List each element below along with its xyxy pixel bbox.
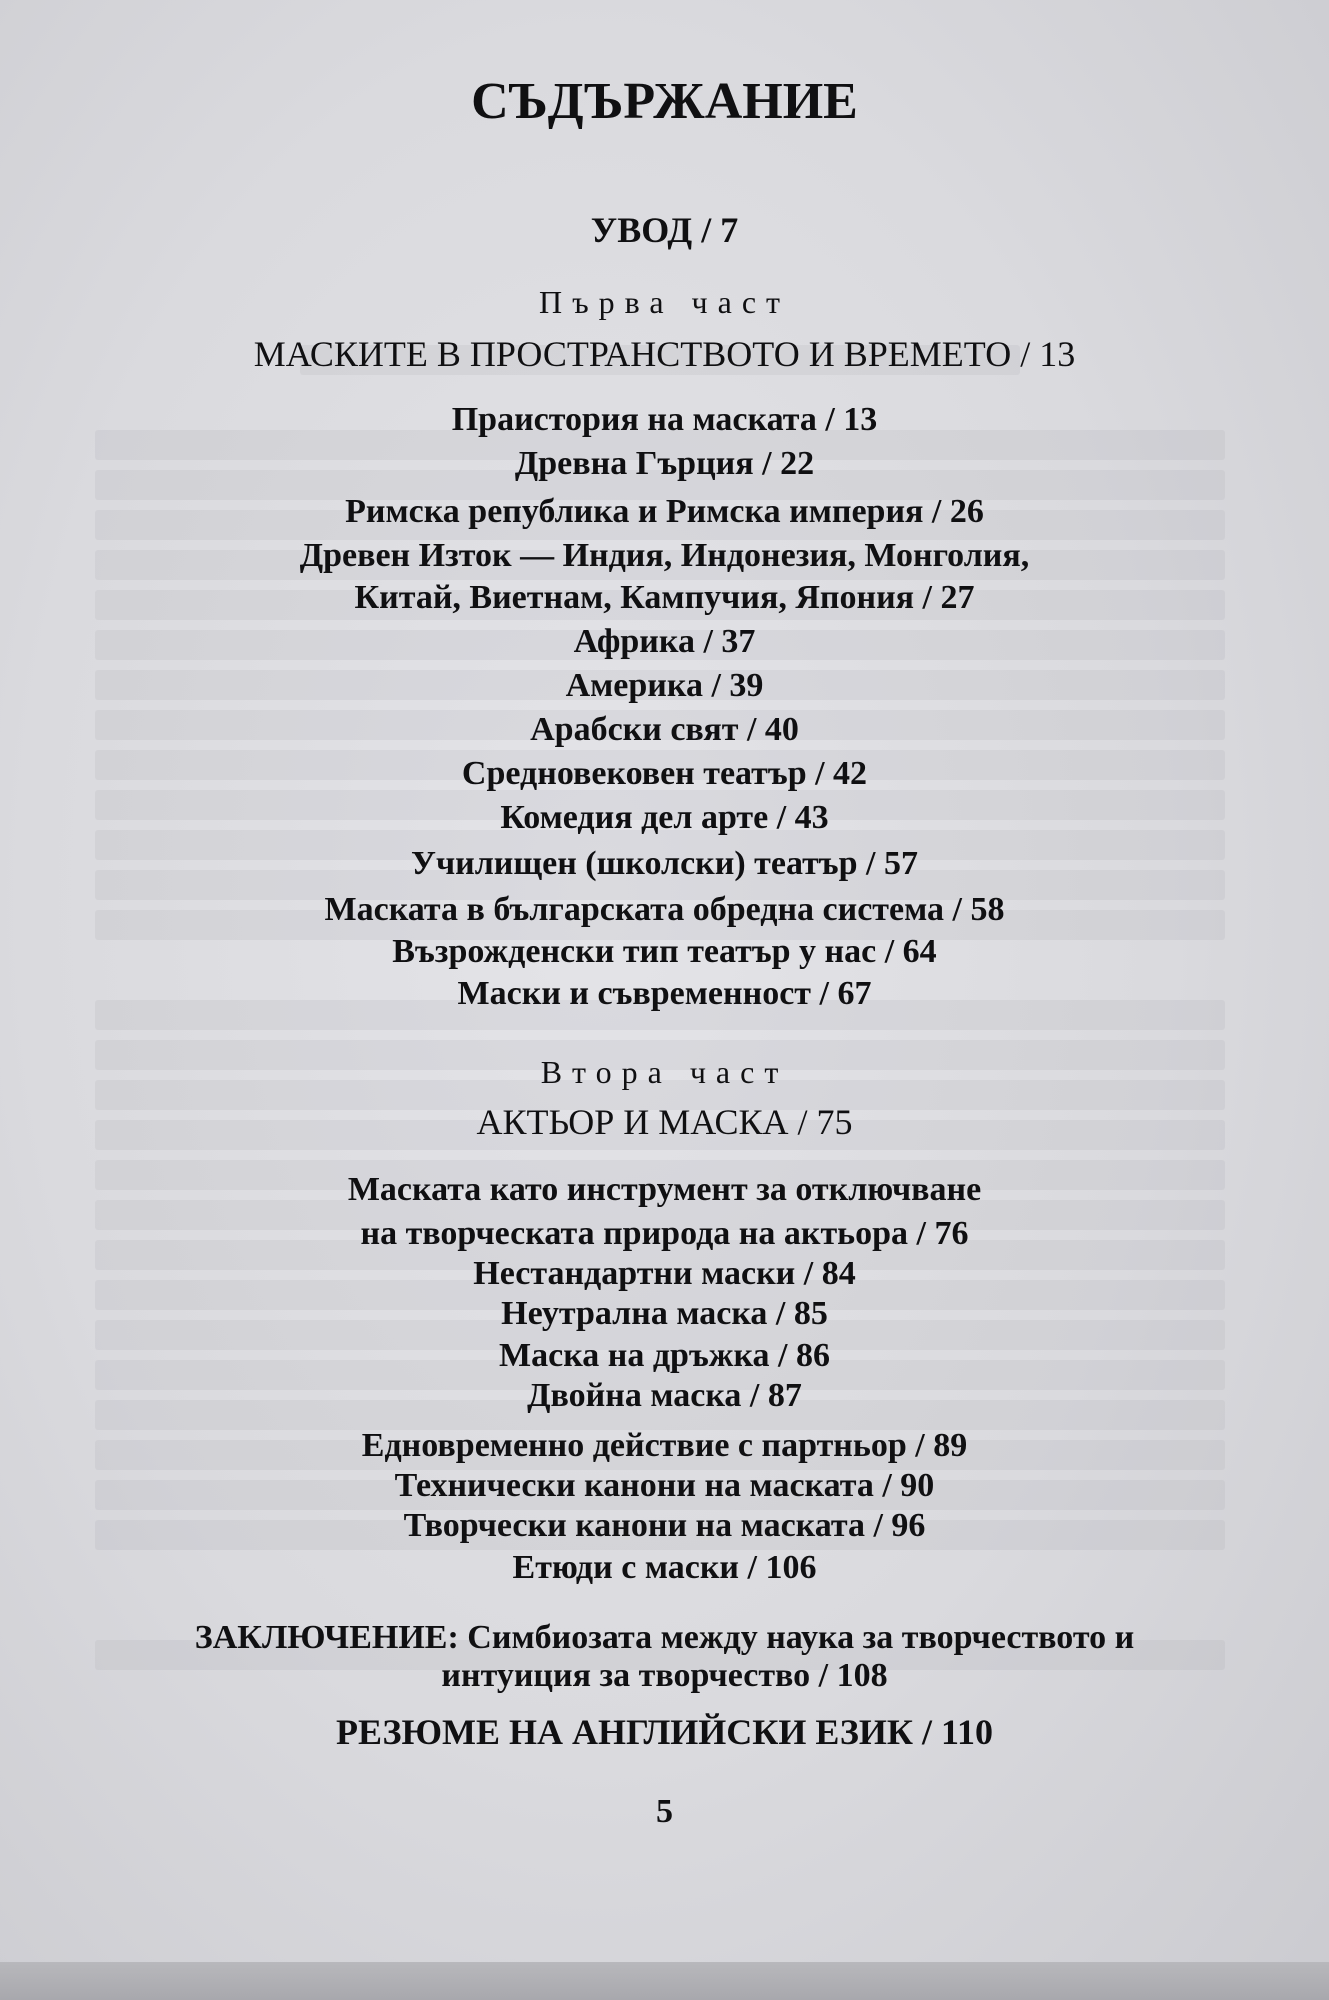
toc-entry: Училищен (школски) театър / 57 <box>411 845 918 882</box>
toc-entry: Етюди с маски / 106 <box>512 1549 817 1586</box>
toc-entry: Америка / 39 <box>565 667 764 704</box>
toc-entry: Неутрална маска / 85 <box>501 1295 828 1332</box>
toc-conclusion-cont: интуиция за творчество / 108 <box>441 1657 888 1694</box>
part1-heading: МАСКИТЕ В ПРОСТРАНСТВОТО И ВРЕМЕТО / 13 <box>253 334 1076 374</box>
toc-entry: Китай, Виетнам, Кампучия, Япония / 27 <box>354 579 975 616</box>
part1-label: Първа част <box>538 284 791 320</box>
toc-intro: УВОД / 7 <box>590 210 739 250</box>
toc-entry: Арабски свят / 40 <box>530 711 799 748</box>
page-edge <box>0 1962 1329 2000</box>
part2-heading: АКТЬОР И МАСКА / 75 <box>476 1102 853 1142</box>
toc-entry: Африка / 37 <box>573 623 756 660</box>
conclusion-text: Симбиозата между наука за творчеството и <box>458 1619 1135 1656</box>
toc-entry: Римска република и Римска империя / 26 <box>345 493 984 530</box>
toc-entry: Нестандартни маски / 84 <box>473 1255 856 1292</box>
toc-entry: Творчески канони на маската / 96 <box>403 1507 926 1544</box>
toc-entry: Двойна маска / 87 <box>527 1377 802 1414</box>
page-number: 5 <box>656 1793 673 1830</box>
toc-entry: Средновековен театър / 42 <box>461 755 868 792</box>
toc-entry: Комедия дел арте / 43 <box>500 799 829 836</box>
toc-entry: Възрожденски тип театър у нас / 64 <box>392 933 937 970</box>
toc-entry: Маската като инструмент за отключване <box>347 1171 982 1208</box>
toc-entry: Маската в българската обредна система / 58 <box>324 891 1005 928</box>
toc-summary: РЕЗЮМЕ НА АНГЛИЙСКИ ЕЗИК / 110 <box>336 1712 993 1752</box>
toc-entry: на творческата природа на актьора / 76 <box>360 1215 969 1252</box>
toc-entry: Маска на дръжка / 86 <box>499 1337 830 1374</box>
page-title: СЪДЪРЖАНИЕ <box>471 73 858 130</box>
toc-conclusion <box>0 1618 1329 1658</box>
toc-entry: Праистория на маската / 13 <box>451 401 878 438</box>
toc-entry: Технически канони на маската / 90 <box>394 1467 935 1504</box>
toc-entry: Едновременно действие с партньор / 89 <box>361 1427 968 1464</box>
toc-entry: Маски и съвременност / 67 <box>457 975 872 1012</box>
conclusion-label: ЗАКЛЮЧЕНИЕ: <box>194 1619 459 1656</box>
part2-label: Втора част <box>540 1054 789 1090</box>
toc-entry: Древна Гърция / 22 <box>514 445 815 482</box>
toc-entry: Древен Изток — Индия, Индонезия, Монголия, <box>299 537 1030 574</box>
